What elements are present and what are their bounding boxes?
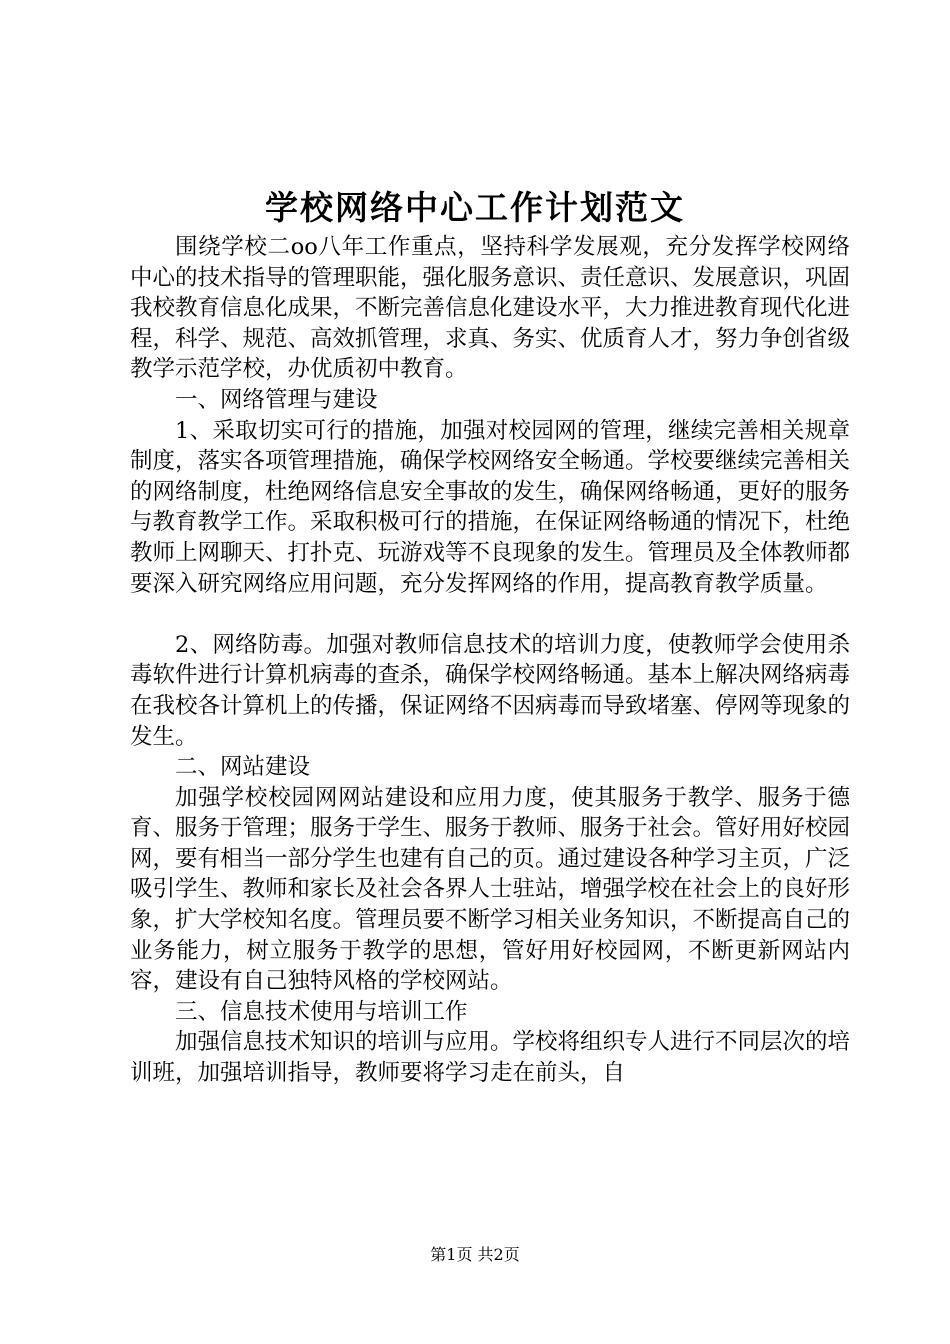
document-title: 学校网络中心工作计划范文 bbox=[265, 188, 685, 227]
document-body bbox=[130, 232, 850, 1089]
paragraph-network-measures: 1、采取切实可行的措施，加强对校园网的管理，继续完善相关规章制度，落实各项管理措施，确保学校网络安全畅通。学校要继续完善相关的网络制度，杜绝网络信息安全事故的发生，确保网络畅通，更好的服务与教育教学工作。采取积极可行的措施，在保证网络畅通的情况下，杜绝教师上网聊天、打扑克、玩游戏等不良现象的发生。管理员及全体教师都要深入研究网络应用问题，充分发挥网络的作用，提高教育教学质量。 bbox=[130, 417, 851, 597]
section-heading-it-training: 三、信息技术使用与培训工作 bbox=[175, 998, 468, 1025]
intro-paragraph: 围绕学校二oo八年工作重点，坚持科学发展观，充分发挥学校网络中心的技术指导的管理职能，强化服务意识、责任意识、发展意识，巩固我校教育信息化成果，不断完善信息化建设水平，大力推进教育现代化进程，科学、规范、高效抓管理，求真、务实、优质育人才，努力争创省级教学示范学校，办优质初中教育。 bbox=[130, 234, 851, 383]
section-heading-website: 二、网站建设 bbox=[175, 754, 311, 781]
paragraph-antivirus: 2、网络防毒。加强对教师信息技术的培训力度，使教师学会使用杀毒软件进行计算机病毒的查杀，确保学校网络畅通。基本上解决网络病毒在我校各计算机上的传播，保证网络不因病毒而导致堵塞、停网等现象的发生。 bbox=[130, 631, 851, 750]
page-footer: 第1页 共2页 bbox=[430, 1245, 520, 1264]
section-heading-network-management: 一、网络管理与建设 bbox=[175, 386, 378, 413]
paragraph-website: 加强学校校园网网站建设和应用力度，使其服务于教学、服务于德育、服务于管理；服务于学生、服务于教师、服务于社会。管好用好校园网，要有相当一部分学生也建有自己的页。通过建设各种学习主页，广泛吸引学生、教师和家长及社会各界人士驻站，增强学校在社会上的良好形象，扩大学校知名度。管理员要不断学习相关业务知识，不断提高自己的业务能力，树立服务于教学的思想，管好用好校园网，不断更新网站内容，建设有自己独特风格的学校网站。 bbox=[130, 784, 851, 995]
paragraph-spacer bbox=[130, 599, 850, 630]
paragraph-it-training: 加强信息技术知识的培训与应用。学校将组织专人进行不同层次的培训班，加强培训指导，教师要将学习走在前头，自 bbox=[130, 1029, 851, 1087]
